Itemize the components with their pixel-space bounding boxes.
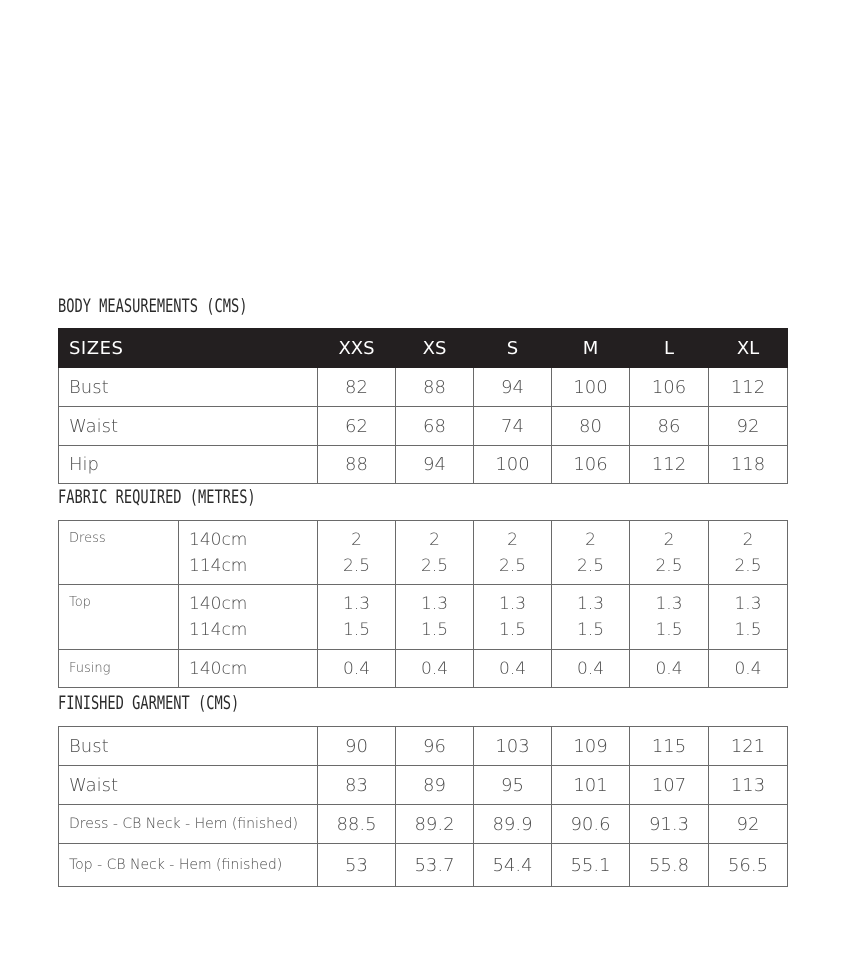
cell-value: 89.9 (474, 805, 552, 844)
cell-value: 90 (318, 727, 396, 766)
cell-value: 118 (709, 446, 788, 484)
size-header: XS (396, 329, 474, 368)
row-label: Bust (59, 368, 318, 407)
fabric-item-label: Dress (59, 521, 179, 585)
cell-value: 74 (474, 407, 552, 446)
cell-value: 109 (552, 727, 630, 766)
cell-value: 0.4 (318, 650, 396, 688)
fabric-required-table (58, 520, 788, 688)
cell-value: 100 (552, 368, 630, 407)
sizes-header-row (59, 329, 788, 368)
size-header: M (552, 329, 630, 368)
row-label: Waist (59, 766, 318, 805)
table-row (59, 766, 788, 805)
cell-value: 89 (396, 766, 474, 805)
finished-garment-title: FINISHED GARMENT (CMS) (58, 692, 240, 714)
cell-value: 2 2.5 (318, 521, 396, 585)
cell-value: 92 (709, 407, 788, 446)
cell-value: 0.4 (474, 650, 552, 688)
cell-value: 54.4 (474, 844, 552, 887)
table-row (59, 407, 788, 446)
cell-value: 83 (318, 766, 396, 805)
cell-value: 106 (630, 368, 709, 407)
cell-value: 96 (396, 727, 474, 766)
cell-value: 53 (318, 844, 396, 887)
fabric-widths (179, 585, 318, 650)
row-label: Hip (59, 446, 318, 484)
cell-value: 101 (552, 766, 630, 805)
cell-value: 113 (709, 766, 788, 805)
cell-value: 2 2.5 (474, 521, 552, 585)
cell-value: 100 (474, 446, 552, 484)
cell-value: 112 (709, 368, 788, 407)
fabric-width: 114cm (189, 620, 248, 640)
fabric-required-title: FABRIC REQUIRED (METRES) (58, 486, 256, 508)
cell-value: 0.4 (630, 650, 709, 688)
row-label: Bust (59, 727, 318, 766)
cell-value: 0.4 (552, 650, 630, 688)
fabric-width: 140cm (189, 594, 248, 614)
cell-value: 94 (396, 446, 474, 484)
cell-value: 112 (630, 446, 709, 484)
cell-value: 107 (630, 766, 709, 805)
cell-value: 106 (552, 446, 630, 484)
row-label: Top - CB Neck - Hem (finished) (59, 844, 318, 887)
finished-garment-table (58, 726, 788, 887)
cell-value: 89.2 (396, 805, 474, 844)
table-row (59, 585, 788, 650)
size-header: L (630, 329, 709, 368)
size-header: S (474, 329, 552, 368)
cell-value: 88 (396, 368, 474, 407)
sizes-header-label: SIZES (59, 329, 318, 368)
size-header: XXS (318, 329, 396, 368)
fabric-width: 140cm (189, 529, 248, 550)
cell-value: 53.7 (396, 844, 474, 887)
cell-value: 115 (630, 727, 709, 766)
cell-value: 90.6 (552, 805, 630, 844)
cell-value: 121 (709, 727, 788, 766)
table-row (59, 446, 788, 484)
cell-value: 88 (318, 446, 396, 484)
cell-value: 2 2.5 (709, 521, 788, 585)
cell-value: 1.3 1.5 (318, 585, 396, 650)
cell-value: 55.8 (630, 844, 709, 887)
fabric-widths (179, 521, 318, 585)
cell-value: 88.5 (318, 805, 396, 844)
table-row (59, 805, 788, 844)
table-row (59, 650, 788, 688)
cell-value: 103 (474, 727, 552, 766)
cell-value: 2 2.5 (552, 521, 630, 585)
cell-value: 56.5 (709, 844, 788, 887)
cell-value: 94 (474, 368, 552, 407)
table-row (59, 521, 788, 585)
cell-value: 1.3 1.5 (552, 585, 630, 650)
table-row (59, 727, 788, 766)
cell-value: 1.3 1.5 (630, 585, 709, 650)
row-label: Dress - CB Neck - Hem (finished) (59, 805, 318, 844)
cell-value: 0.4 (396, 650, 474, 688)
cell-value: 2 2.5 (630, 521, 709, 585)
cell-value: 82 (318, 368, 396, 407)
table-row (59, 368, 788, 407)
cell-value: 1.3 1.5 (396, 585, 474, 650)
cell-value: 0.4 (709, 650, 788, 688)
cell-value: 1.3 1.5 (474, 585, 552, 650)
body-measurements-table (58, 328, 788, 484)
body-measurements-title: BODY MEASUREMENTS (CMS) (58, 295, 248, 317)
cell-value: 2 2.5 (396, 521, 474, 585)
table-row (59, 844, 788, 887)
fabric-item-label: Top (59, 585, 179, 650)
cell-value: 62 (318, 407, 396, 446)
cell-value: 86 (630, 407, 709, 446)
cell-value: 80 (552, 407, 630, 446)
cell-value: 1.3 1.5 (709, 585, 788, 650)
cell-value: 55.1 (552, 844, 630, 887)
fabric-item-label: Fusing (59, 650, 179, 688)
size-header: XL (709, 329, 788, 368)
cell-value: 95 (474, 766, 552, 805)
fabric-width: 140cm (179, 650, 318, 688)
row-label: Waist (59, 407, 318, 446)
fabric-width: 114cm (189, 555, 248, 576)
cell-value: 68 (396, 407, 474, 446)
cell-value: 91.3 (630, 805, 709, 844)
cell-value: 92 (709, 805, 788, 844)
